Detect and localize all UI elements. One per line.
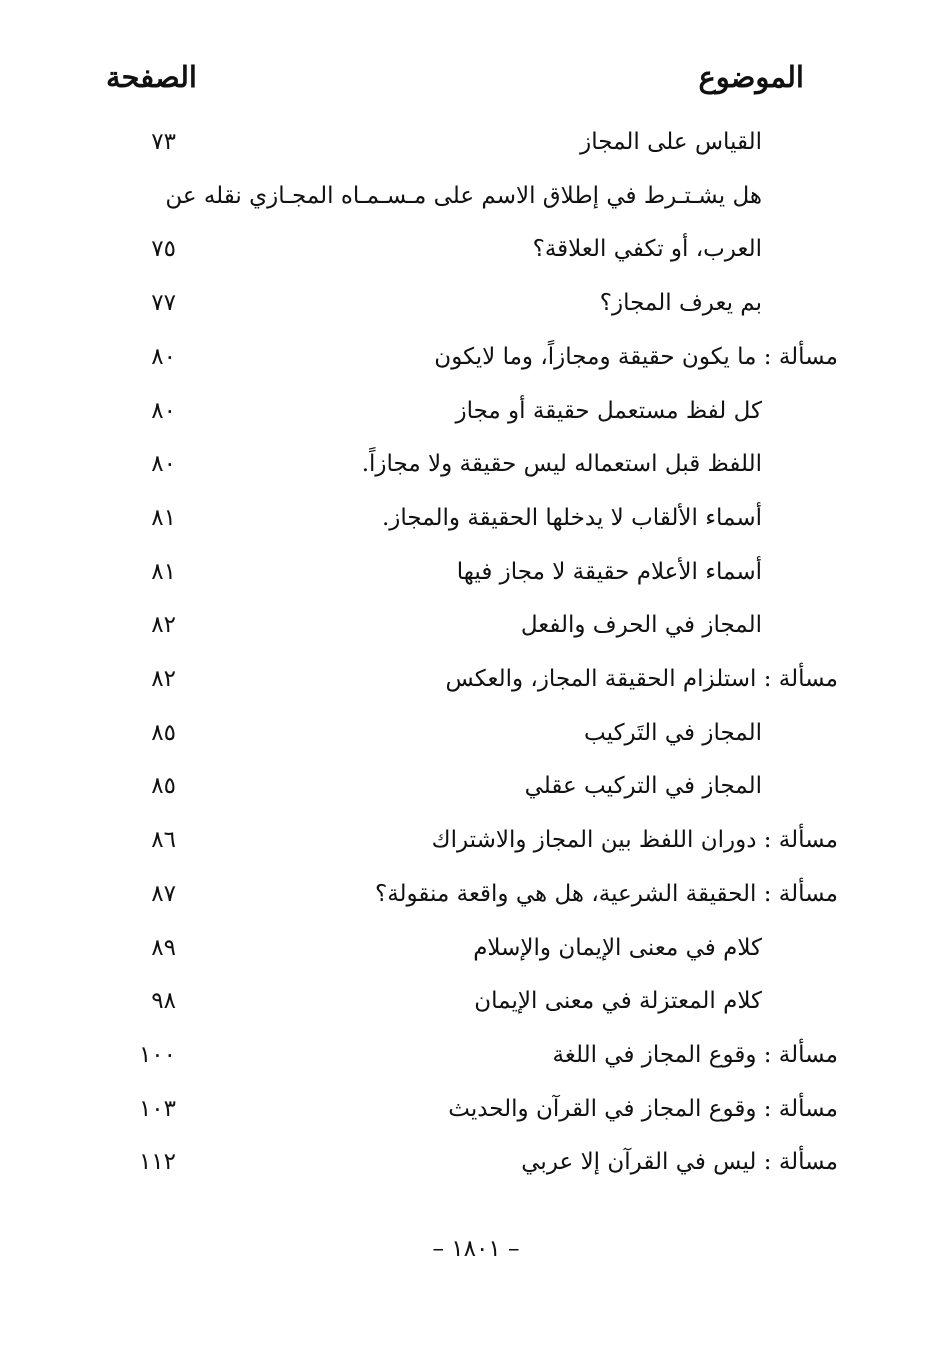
toc-entry-page: ١٠٣ [138, 1095, 176, 1122]
toc-entry-title: كلام في معنى الإيمان والإسلام [473, 934, 762, 961]
toc-entry [0, 825, 952, 879]
toc-entry-title: أسماء الأعلام حقيقة لا مجاز فيها [456, 558, 762, 585]
toc-entry-title: كل لفظ مستعمل حقيقة أو مجاز [455, 397, 762, 424]
toc-entry-page: ٨٥ [151, 719, 176, 746]
toc-entry-page: ٧٣ [151, 129, 176, 155]
toc-entry [0, 234, 952, 288]
page-number-footer: – ١٨٠١ – [432, 1236, 520, 1262]
toc-entry-page: ٨٠ [151, 451, 176, 478]
toc-entry-page: ٨١ [151, 558, 176, 585]
toc-entry-page: ٩٨ [151, 988, 176, 1015]
toc-entry [0, 127, 952, 181]
toc-entry [0, 1040, 952, 1094]
toc-entry [0, 449, 952, 503]
toc-entry [0, 181, 952, 235]
toc-entry-page: ٧٧ [151, 290, 176, 317]
toc-entry-title: هل يشـتـرط في إطلاق الاسم على مـسـمـاه المجـازي نقله عن [165, 182, 762, 209]
toc-entry [0, 664, 952, 718]
toc-entry [0, 771, 952, 825]
toc-entry-title: مسألة : استلزام الحقيقة المجاز، والعكس [445, 666, 838, 692]
toc-entry [0, 933, 952, 987]
toc-entry-title: المجاز في التركيب عقلي [524, 773, 762, 800]
topic-column-header: الموضوع [698, 60, 804, 94]
toc-entry-page: ٨٧ [151, 880, 176, 907]
toc-entry-page: ١١٢ [138, 1149, 176, 1176]
toc-entry-title: اللفظ قبل استعماله ليس حقيقة ولا مجازاً. [361, 451, 762, 478]
toc-entry-page: ١٠٠ [138, 1041, 176, 1068]
toc-entry-page: ٨١ [151, 504, 176, 531]
toc-entry [0, 288, 952, 342]
toc-entry [0, 1147, 952, 1201]
toc-entry-title: مسألة : ما يكون حقيقة ومجازاً، وما لايكون [434, 343, 838, 370]
toc-entry [0, 1094, 952, 1148]
toc-entry-title: مسألة : دوران اللفظ بين المجاز والاشتراك [431, 827, 838, 854]
toc-entry-title: أسماء الألقاب لا يدخلها الحقيقة والمجاز. [381, 504, 762, 531]
toc-entry-page: ٨٩ [151, 934, 176, 961]
toc-entry-page: ٨٥ [151, 773, 176, 800]
toc-entry-page: ٨٠ [151, 397, 176, 424]
toc-entry-page: ٨٦ [151, 827, 176, 854]
toc-entry [0, 557, 952, 611]
toc-entry [0, 503, 952, 557]
toc-entry [0, 610, 952, 664]
toc-entry [0, 879, 952, 933]
toc-entry-title: القياس على المجاز [580, 129, 762, 155]
toc-entry-title: مسألة : الحقيقة الشرعية، هل هي واقعة منقولة؟ [374, 880, 838, 907]
toc-entry-page: ٨٠ [151, 343, 176, 370]
toc-entry-title: مسألة : وقوع المجاز في اللغة [552, 1041, 838, 1068]
toc-entry [0, 718, 952, 772]
toc-entry-title: مسألة : ليس في القرآن إلا عربي [521, 1149, 838, 1176]
toc-entry-page: ٨٢ [151, 612, 176, 639]
toc-entry-title: المجاز في التَركيب [584, 719, 762, 746]
toc-entry [0, 986, 952, 1040]
toc-entry [0, 396, 952, 450]
toc-entry-title: العرب، أو تكفي العلاقة؟ [532, 236, 762, 263]
toc-entry-title: مسألة : وقوع المجاز في القرآن والحديث [448, 1095, 838, 1122]
toc-entry [0, 342, 952, 396]
toc-entry-page: ٨٢ [151, 666, 176, 692]
toc-entry-title: كلام المعتزلة في معنى الإيمان [474, 988, 762, 1015]
toc-entry-title: بم يعرف المجاز؟ [599, 290, 762, 317]
toc-entry-page: ٧٥ [151, 236, 176, 263]
toc-entry-title: المجاز في الحرف والفعل [520, 612, 762, 639]
page-column-header: الصفحة [106, 60, 197, 94]
